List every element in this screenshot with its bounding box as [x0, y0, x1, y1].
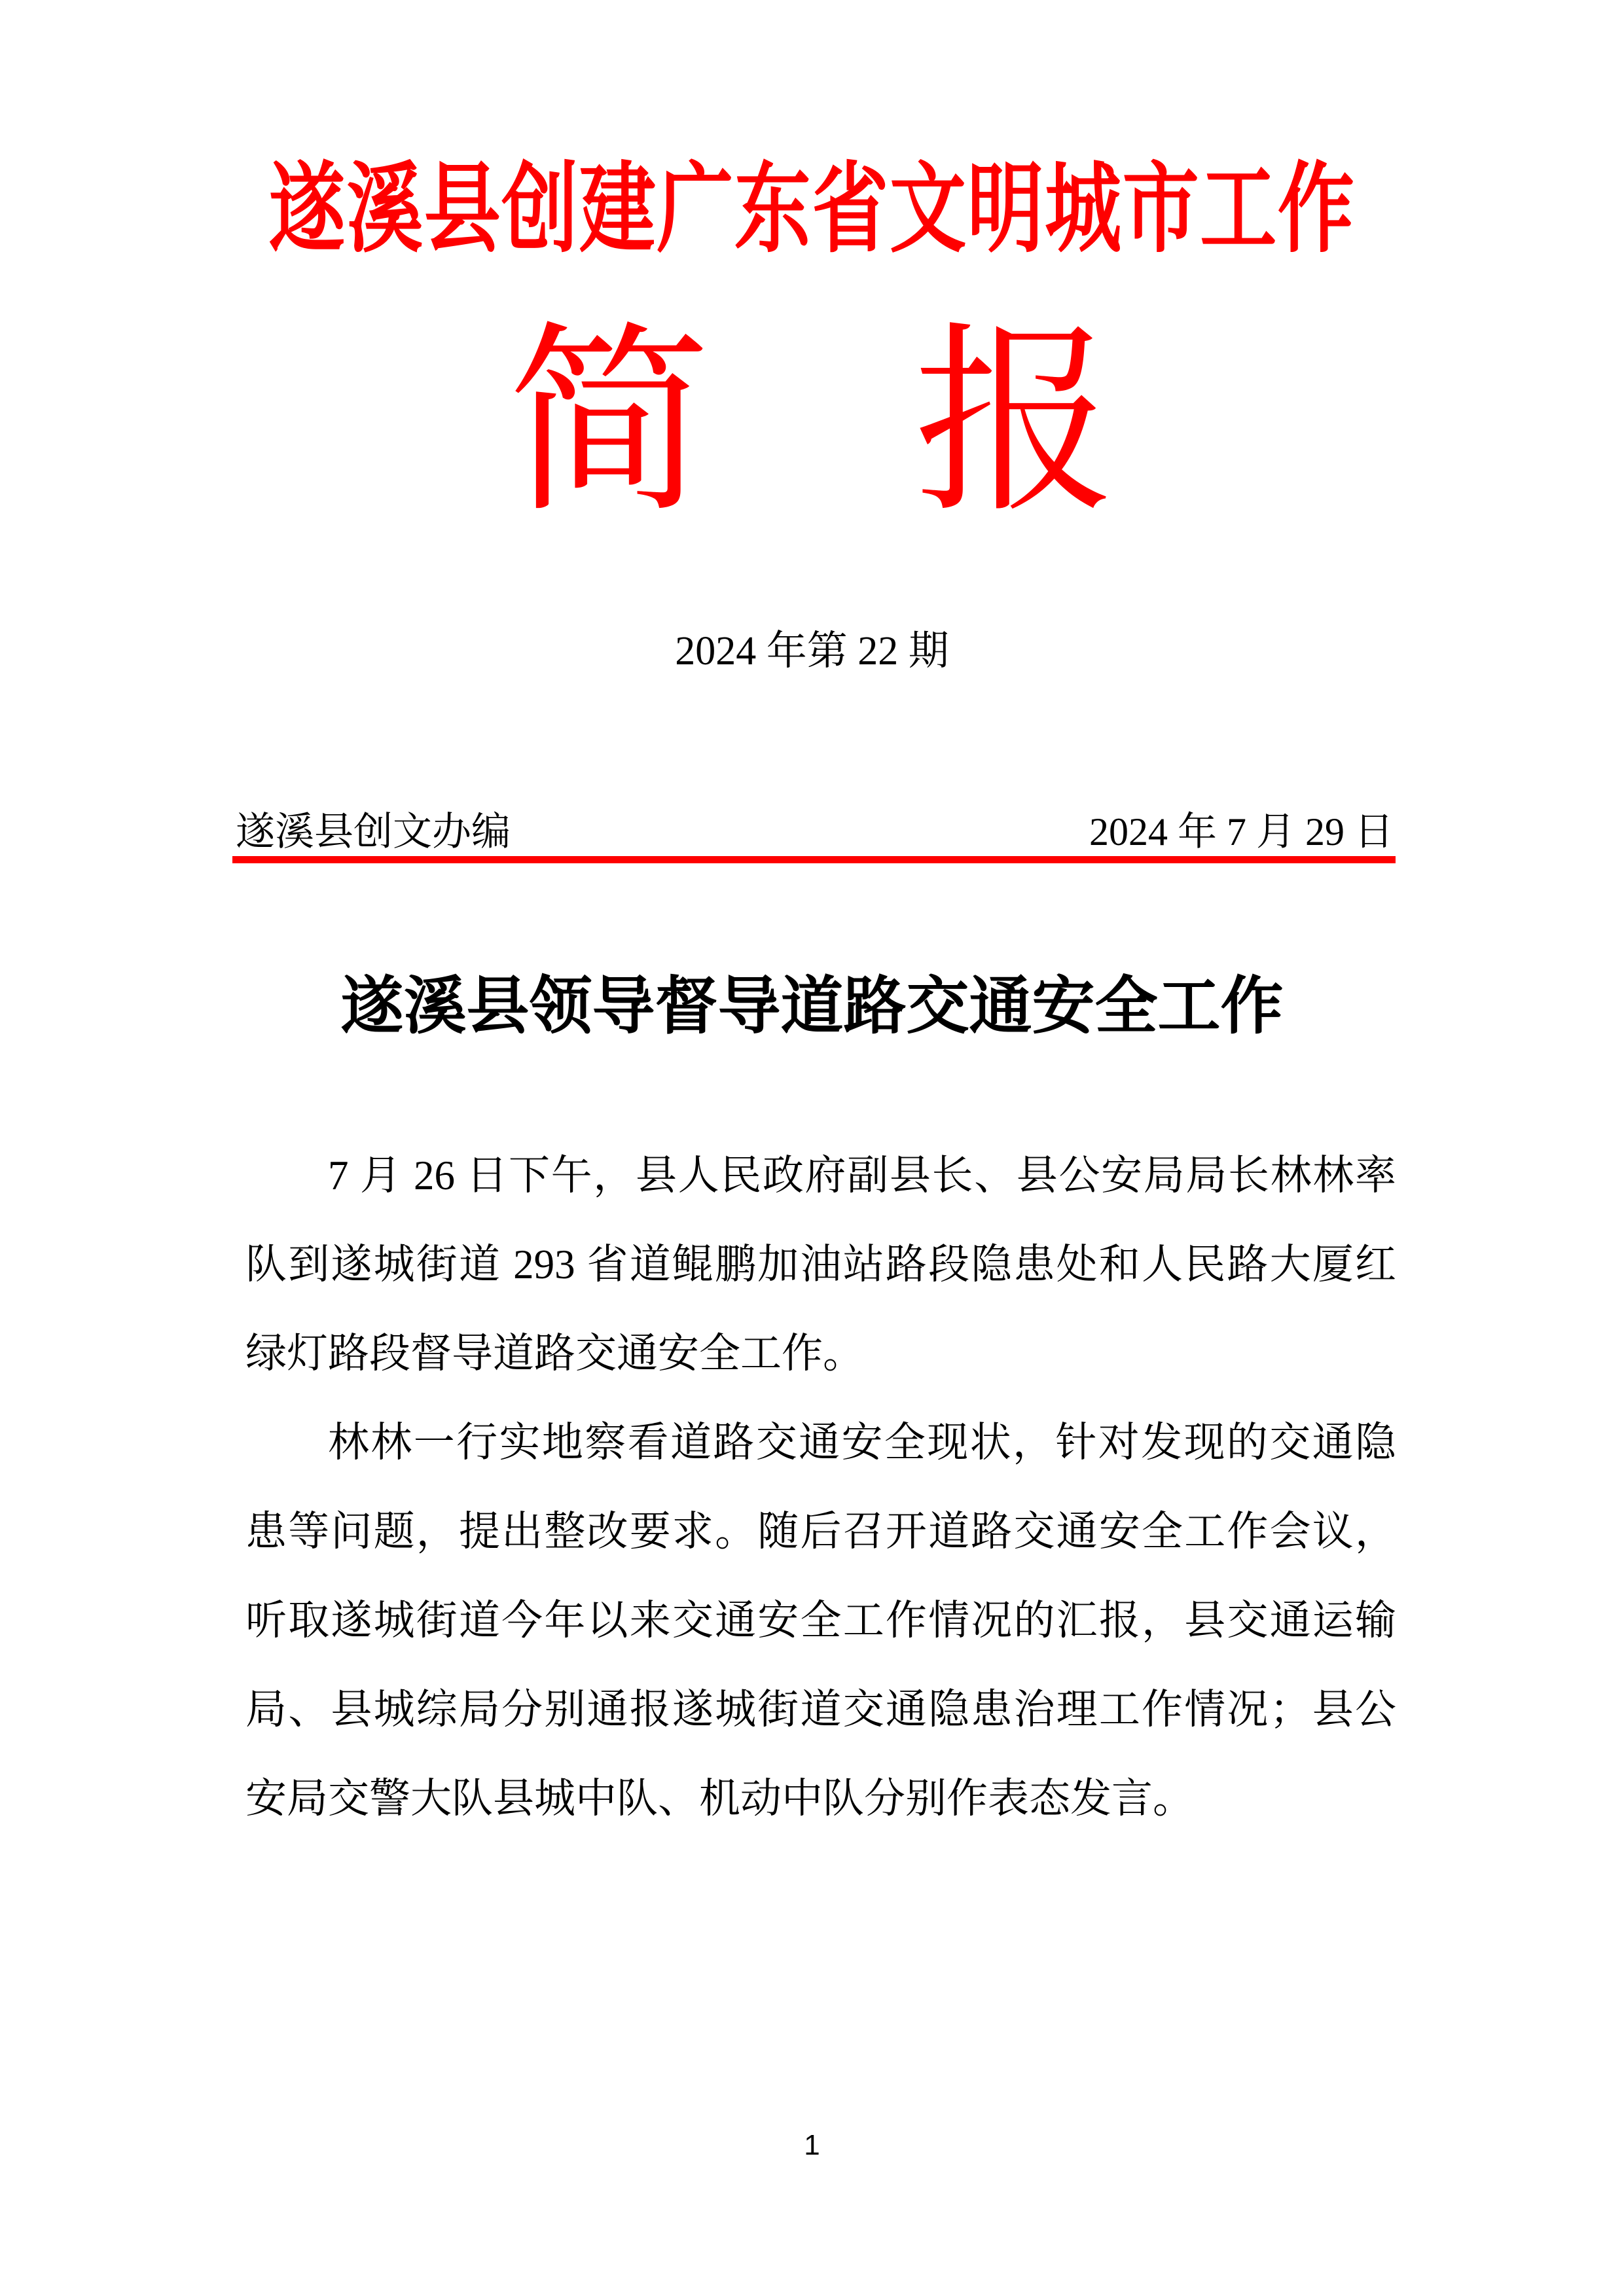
page-number: 1 — [804, 2129, 820, 2161]
article-body — [245, 1131, 1396, 1843]
masthead-org-title: 遂溪县创建广东省文明城市工作 — [268, 156, 1356, 264]
article-paragraph: 林林一行实地察看道路交通安全现状，针对发现的交通隐患等问题，提出整改要求。随后召开道路交通安全工作会议，听取遂城街道今年以来交通安全工作情况的汇报，县交通运输局、县城综局分别通报遂城街道交通隐患治理工作情况；县公安局交警大队县城中队、机动中队分别作表态发言。 — [245, 1420, 1396, 1821]
issue-date: 2024 年 7 月 29 日 — [1089, 810, 1394, 853]
editor-name: 遂溪县创文办编 — [236, 810, 511, 853]
article-headline: 遂溪县领导督导道路交通安全工作 — [340, 971, 1284, 1041]
editor-date-row — [236, 810, 1394, 853]
masthead-brief-title: 简 报 — [507, 312, 1117, 537]
article-paragraph: 7 月 26 日下午，县人民政府副县长、县公安局局长林林率队到遂城街道 293 省道鲲鹏加油站路段隐患处和人民路大厦红绿灯路段督导道路交通安全工作。 — [245, 1153, 1396, 1376]
issue-number-line: 2024 年第 22 期 — [675, 629, 949, 673]
red-divider-rule — [232, 856, 1396, 863]
